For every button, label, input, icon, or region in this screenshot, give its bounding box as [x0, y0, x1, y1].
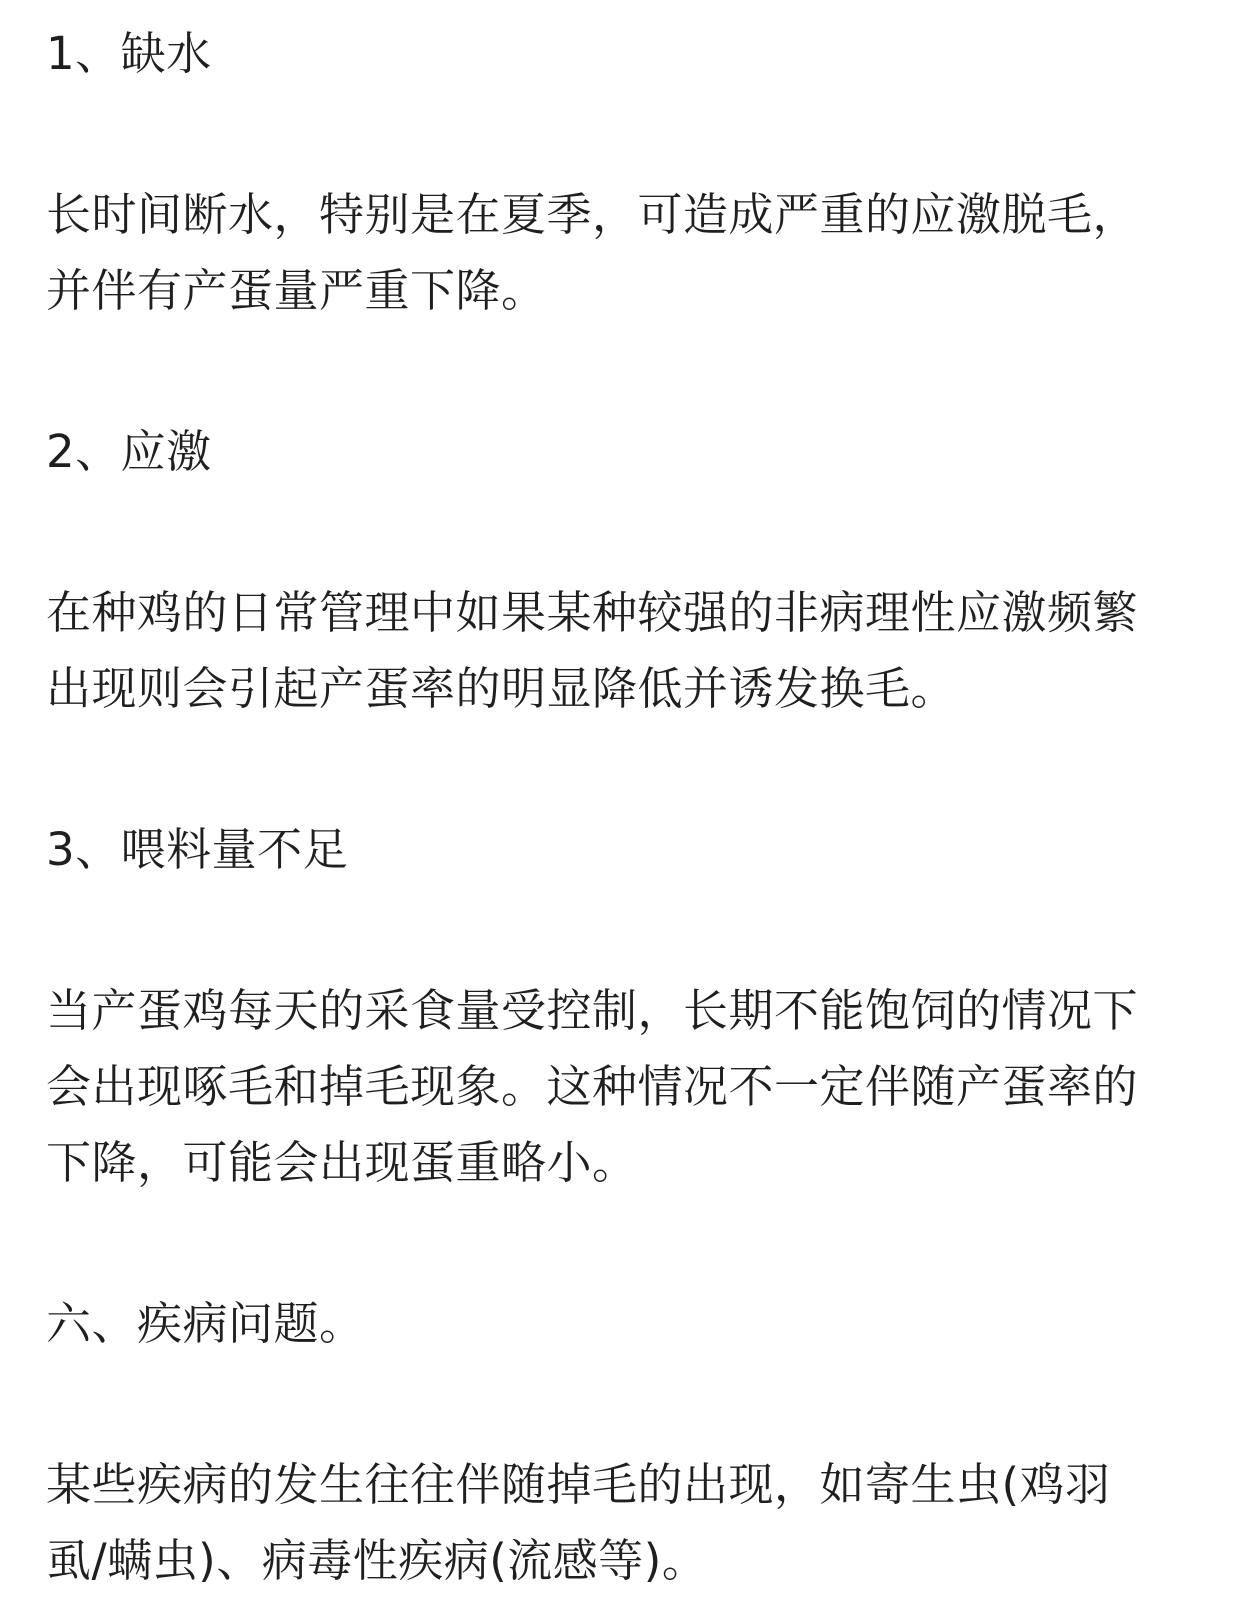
paragraph-line: 下降，可能会出现蛋重略小。: [46, 1136, 638, 1189]
paragraph-line: 长时间断水，特别是在夏季，可造成严重的应激脱毛，: [46, 188, 1139, 241]
section-heading: 2、应激: [46, 425, 212, 478]
section-paragraph: [46, 1447, 1206, 1599]
section-heading: 六、疾病问题。: [46, 1297, 365, 1350]
paragraph-line: 出现则会引起产蛋率的明显降低并诱发换毛。: [46, 662, 957, 715]
paragraph-line: 虱/螨虫)、病毒性疾病(流感等)。: [46, 1534, 708, 1587]
paragraph-line: 会出现啄毛和掉毛现象。这种情况不一定伴随产蛋率的: [46, 1060, 1139, 1113]
section-paragraph: [46, 575, 1206, 727]
paragraph-line: 当产蛋鸡每天的采食量受控制，长期不能饱饲的情况下: [46, 984, 1139, 1037]
section-heading: 3、喂料量不足: [46, 823, 349, 876]
paragraph-line: 在种鸡的日常管理中如果某种较强的非病理性应激频繁: [46, 586, 1139, 639]
paragraph-line: 并伴有产蛋量严重下降。: [46, 264, 547, 317]
section-paragraph: [46, 973, 1206, 1201]
article-body: [46, 16, 1206, 1599]
paragraph-line: 某些疾病的发生往往伴随掉毛的出现，如寄生虫(鸡羽: [46, 1458, 1111, 1511]
section-heading: 1、缺水: [46, 27, 212, 80]
section-paragraph: [46, 177, 1206, 329]
